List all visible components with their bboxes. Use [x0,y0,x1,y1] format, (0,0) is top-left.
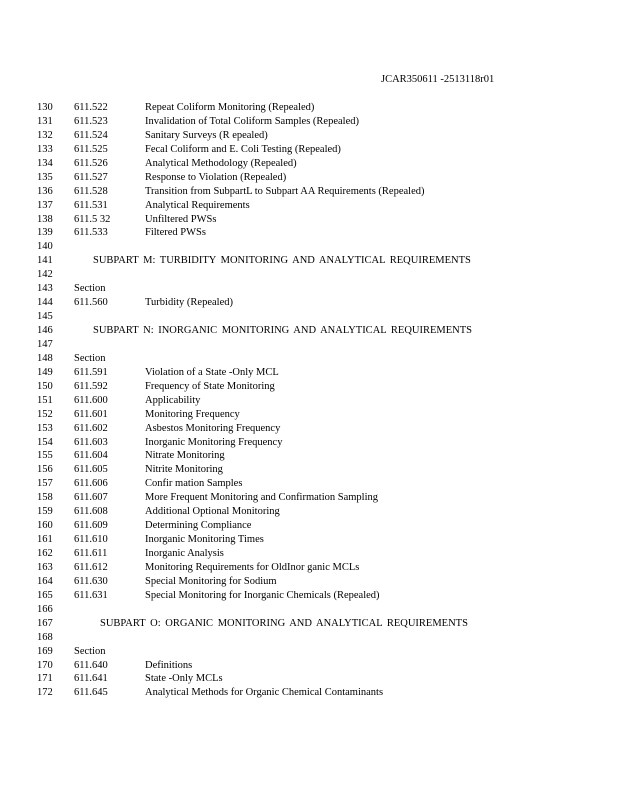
section-code: 611.610 [74,534,108,546]
section-title: Monitoring Requirements for OldInor ganic MCLs [145,561,360,573]
section-code: 611.640 [74,659,108,671]
line-number: 154 [37,436,53,448]
line-number: 135 [37,171,53,183]
document-line [0,185,618,199]
section-title: Sanitary Surveys (R epealed) [145,129,268,141]
line-number: 143 [37,283,53,295]
document-line [0,254,618,268]
document-lines [0,101,618,700]
section-code: 611.631 [74,589,108,601]
section-label: Section [74,283,106,295]
document-line [0,157,618,171]
section-code: 611.607 [74,492,108,504]
section-title: Turbidity (Repealed) [145,297,233,309]
document-line [0,631,618,645]
document-line [0,338,618,352]
line-number: 137 [37,199,53,211]
document-line [0,672,618,686]
document-line [0,561,618,575]
section-code: 611.645 [74,687,108,699]
section-code: 611.591 [74,366,108,378]
document-line [0,240,618,254]
line-number: 148 [37,352,53,364]
section-label: Section [74,645,106,657]
section-code: 611.641 [74,673,108,685]
document-line [0,547,618,561]
document-line [0,477,618,491]
section-code: 611.611 [74,548,108,559]
document-line [0,394,618,408]
section-code: 611.630 [74,575,108,587]
document-line [0,659,618,673]
section-code: 611.608 [74,506,108,518]
document-line [0,519,618,533]
section-title: Nitrate Monitoring [145,450,225,462]
line-number: 134 [37,157,53,169]
section-code: 611.5 32 [74,213,111,225]
section-code: 611.525 [74,143,108,155]
section-title: Special Monitoring for Sodium [145,575,277,587]
document-line [0,436,618,450]
document-line [0,463,618,477]
document-line [0,352,618,366]
section-code: 611.524 [74,129,108,141]
line-number: 153 [37,422,53,434]
document-line [0,171,618,185]
line-number: 166 [37,603,53,615]
section-code: 611.528 [74,185,108,197]
section-code: 611.531 [74,199,108,211]
section-title: Additional Optional Monitoring [145,506,280,518]
line-number: 159 [37,506,53,518]
section-title: Inorganic Analysis [145,548,224,559]
document-line [0,491,618,505]
document-line [0,101,618,115]
section-code: 611.609 [74,520,108,532]
line-number: 157 [37,478,53,490]
section-title: Analytical Methods for Organic Chemical Contaminants [145,687,384,699]
document-line [0,686,618,700]
document-line [0,408,618,422]
section-title: Definitions [145,659,193,671]
line-number: 172 [37,687,53,699]
document-line [0,603,618,617]
line-number: 170 [37,659,53,671]
line-number: 156 [37,464,53,476]
section-title: Unfiltered PWSs [145,213,217,225]
document-line [0,505,618,519]
section-title: More Frequent Monitoring and Confirmation Sampling [145,492,379,504]
line-number: 167 [37,617,53,629]
line-number: 165 [37,589,53,601]
section-title: Analytical Methodology (Repealed) [145,157,297,169]
document-line [0,324,618,338]
section-title: Special Monitoring for Inorganic Chemicals (Repealed) [145,589,380,601]
section-code: 611.560 [74,297,108,309]
section-label: Section [74,352,106,364]
section-code: 611.533 [74,227,108,239]
section-title: Repeat Coliform Monitoring (Repealed) [145,102,315,113]
section-title: Confir mation Samples [145,478,243,490]
document-line [0,310,618,324]
document-line [0,449,618,463]
document-line [0,213,618,227]
line-number: 160 [37,520,53,532]
line-number: 149 [37,366,53,378]
document-line [0,143,618,157]
line-number: 162 [37,548,53,559]
section-title: Frequency of State Monitoring [145,380,275,392]
line-number: 142 [37,269,53,281]
document-line [0,199,618,213]
section-code: 611.606 [74,478,108,490]
section-title: Violation of a State -Only MCL [145,366,279,378]
line-number: 163 [37,561,53,573]
line-number: 147 [37,338,53,350]
section-code: 611.523 [74,115,108,127]
section-code: 611.605 [74,464,108,476]
document-line [0,645,618,659]
line-number: 130 [37,102,53,113]
section-code: 611.602 [74,422,108,434]
section-code: 611.592 [74,380,108,392]
line-number: 136 [37,185,53,197]
section-title: Asbestos Monitoring Frequency [145,422,281,434]
section-code: 611.527 [74,171,108,183]
line-number: 151 [37,394,53,406]
document-line [0,296,618,310]
section-code: 611.522 [74,102,108,113]
document-line [0,422,618,436]
document-line [0,589,618,603]
section-code: 611.604 [74,450,108,462]
section-title: Transition from SubpartL to Subpart AA Requirements (Repealed) [145,185,425,197]
section-title: Inorganic Monitoring Frequency [145,436,283,448]
line-number: 146 [37,325,53,336]
section-title: Nitrite Monitoring [145,464,223,476]
line-number: 132 [37,129,53,141]
section-title: Invalidation of Total Coliform Samples (Repealed) [145,115,359,127]
line-number: 139 [37,227,53,239]
document-line [0,575,618,589]
line-number: 171 [37,673,53,685]
line-number: 169 [37,645,53,657]
line-number: 168 [37,631,53,643]
section-title: Filtered PWSs [145,227,206,239]
line-number: 161 [37,534,53,546]
document-line [0,115,618,129]
document-line [0,366,618,380]
line-number: 133 [37,143,53,155]
section-code: 611.600 [74,394,108,406]
line-number: 144 [37,297,53,309]
section-title: Response to Violation (Repealed) [145,171,287,183]
document-line [0,226,618,240]
document-id-header: JCAR350611 -2513118r01 [381,74,495,85]
section-code: 611.601 [74,408,108,420]
line-number: 152 [37,408,53,420]
section-title: Fecal Coliform and E. Coli Testing (Repealed) [145,143,341,155]
document-line [0,282,618,296]
section-title: State -Only MCLs [145,673,223,685]
section-code: 611.603 [74,436,108,448]
document-line [0,617,618,631]
section-title: Analytical Requirements [145,199,250,211]
line-number: 155 [37,450,53,462]
line-number: 138 [37,213,53,225]
document-line [0,129,618,143]
section-title: Monitoring Frequency [145,408,240,420]
line-number: 158 [37,492,53,504]
line-number: 150 [37,380,53,392]
section-title: Inorganic Monitoring Times [145,534,264,546]
line-number: 145 [37,311,53,323]
line-number: 140 [37,241,53,253]
section-code: 611.526 [74,157,108,169]
section-code: 611.612 [74,561,108,573]
subpart-heading: SUBPART N: INORGANIC MONITORING AND ANALYTICAL REQUIREMENTS [93,325,473,336]
document-line [0,533,618,547]
subpart-heading: SUBPART O: ORGANIC MONITORING AND ANALYTICAL REQUIREMENTS [100,617,468,629]
line-number: 164 [37,575,53,587]
document-line [0,380,618,394]
line-number: 141 [37,255,53,267]
line-number: 131 [37,115,53,127]
document-line [0,268,618,282]
section-title: Determining Compliance [145,520,252,532]
section-title: Applicability [145,394,201,406]
subpart-heading: SUBPART M: TURBIDITY MONITORING AND ANALYTICAL REQUIREMENTS [93,255,471,267]
